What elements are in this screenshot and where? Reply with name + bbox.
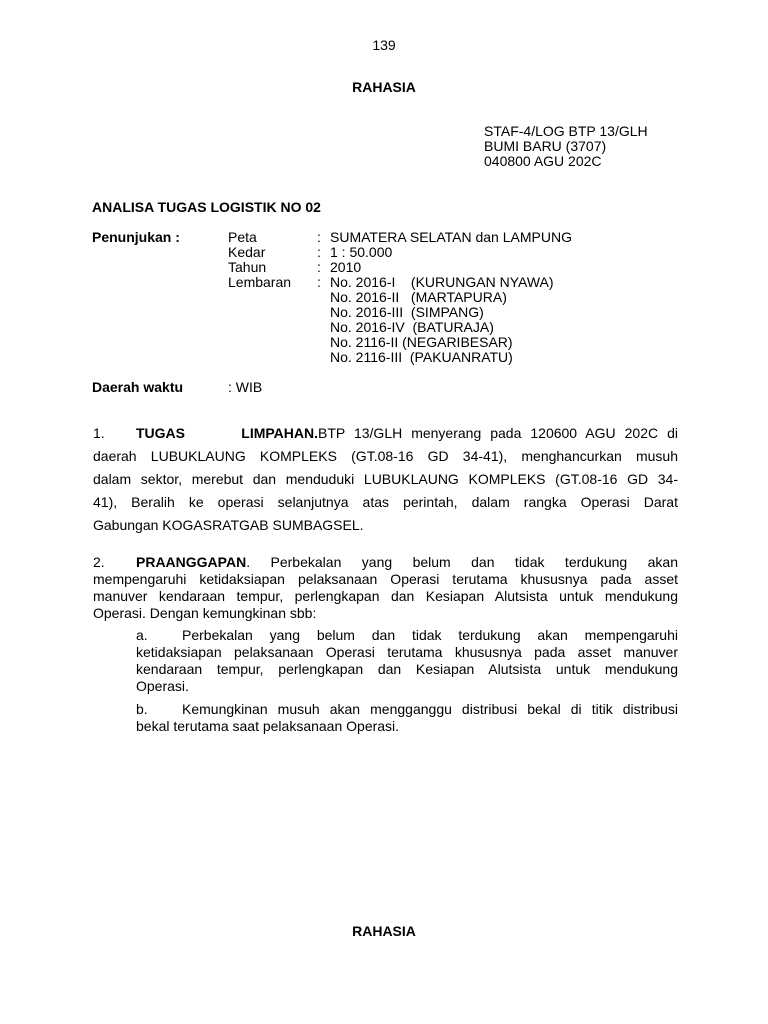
penunjukan-sep-kedar: : (317, 244, 321, 260)
classification-bottom: RAHASIA (352, 923, 416, 939)
penunjukan-key-lembaran: Lembaran (228, 274, 292, 290)
reference-line-2: BUMI BARU (3707) (484, 138, 607, 154)
sheet-item: No. 2116-II (NEGARIBESAR) (330, 334, 513, 350)
section-2-heading: PRAANGGAPAN (136, 554, 247, 570)
sheet-item: No. 2116-III (PAKUANRATU) (330, 349, 513, 365)
sheet-item: No. 2016-III (SIMPANG) (330, 304, 484, 320)
section-2-line: mempengaruhi ketidaksiapan pelaksanaan Operasi terutama khususnya pada asset (93, 571, 678, 587)
item-a-line: ketidaksiapan pelaksanaan Operasi terutama khususnya pada asset manuver (136, 644, 678, 660)
sheet-item: No. 2016-II (MARTAPURA) (330, 289, 507, 305)
section-1-line: dalam sektor, merebut dan menduduki LUBUKLAUNG KOMPLEKS (GT.08-16 GD 34- (93, 471, 678, 487)
section-2-line: Operasi. Dengan kemungkinan sbb: (93, 605, 317, 621)
section-2-line: manuver kendaraan tempur, perlengkapan dan Kesiapan Alutsista untuk mendukung (93, 588, 678, 604)
item-b-first: Kemungkinan musuh akan mengganggu distribusi bekal di titik distribusi (182, 701, 678, 717)
section-2-number: 2. (93, 554, 105, 570)
penunjukan-label (92, 229, 180, 245)
section-1-line: Gabungan KOGASRATGAB SUMBAGSEL. (93, 517, 364, 533)
item-a-line: Operasi. (136, 678, 189, 694)
penunjukan-label-text: Penunjukan : (92, 229, 180, 245)
reference-line-1: STAF-4/LOG BTP 13/GLH (484, 123, 648, 139)
penunjukan-value-tahun: 2010 (330, 259, 362, 275)
section-1-heading: TUGAS LIMPAHAN. (136, 425, 318, 441)
classification-top: RAHASIA (352, 79, 416, 95)
penunjukan-value-peta: SUMATERA SELATAN dan LAMPUNG (330, 229, 572, 245)
section-2-item-b (136, 701, 678, 735)
section-1-number: 1. (93, 425, 105, 441)
item-a-label: a. (136, 627, 148, 643)
section-2-first-line: . Perbekalan yang belum dan tidak terdukung akan (246, 554, 678, 570)
daerah-waktu-value: : WIB (228, 379, 263, 395)
penunjukan-key-peta: Peta (228, 229, 257, 245)
section-1-line: 41), Beralih ke operasi selanjutnya atas perintah, dalam rangka Operasi Darat (93, 494, 678, 510)
item-b-label: b. (136, 701, 148, 717)
daerah-waktu-label: Daerah waktu (92, 379, 184, 395)
section-2-praanggapan (93, 554, 678, 622)
penunjukan-key-kedar: Kedar (228, 244, 266, 260)
sheet-item: No. 2016-IV (BATURAJA) (330, 319, 494, 335)
section-1-line: BTP 13/GLH menyerang pada 120600 AGU 202C di (318, 425, 678, 441)
document-title: ANALISA TUGAS LOGISTIK NO 02 (92, 199, 321, 215)
penunjukan-value-lembaran: No. 2016-I (KURUNGAN NYAWA) (330, 274, 554, 290)
section-1-tugas-limpahan (93, 422, 678, 537)
penunjukan-key-tahun: Tahun (228, 259, 267, 275)
item-b-line: bekal terutama saat pelaksanaan Operasi. (136, 718, 400, 734)
item-a-first: Perbekalan yang belum dan tidak terdukung akan mempengaruhi (182, 627, 678, 643)
page-number: 139 (372, 37, 396, 53)
penunjukan-sep-tahun: : (317, 259, 321, 275)
item-a-line: kendaraan tempur, perlengkapan dan Kesiapan Alutsista untuk mendukung (136, 661, 678, 677)
penunjukan-sep-peta: : (317, 229, 321, 245)
penunjukan-value-kedar: 1 : 50.000 (330, 244, 393, 260)
section-1-line: daerah LUBUKLAUNG KOMPLEKS (GT.08-16 GD 34-41), menghancurkan musuh (93, 448, 678, 464)
section-2-item-a (136, 627, 678, 695)
reference-line-3: 040800 AGU 202C (484, 153, 602, 169)
penunjukan-sep-lembaran: : (317, 274, 321, 290)
